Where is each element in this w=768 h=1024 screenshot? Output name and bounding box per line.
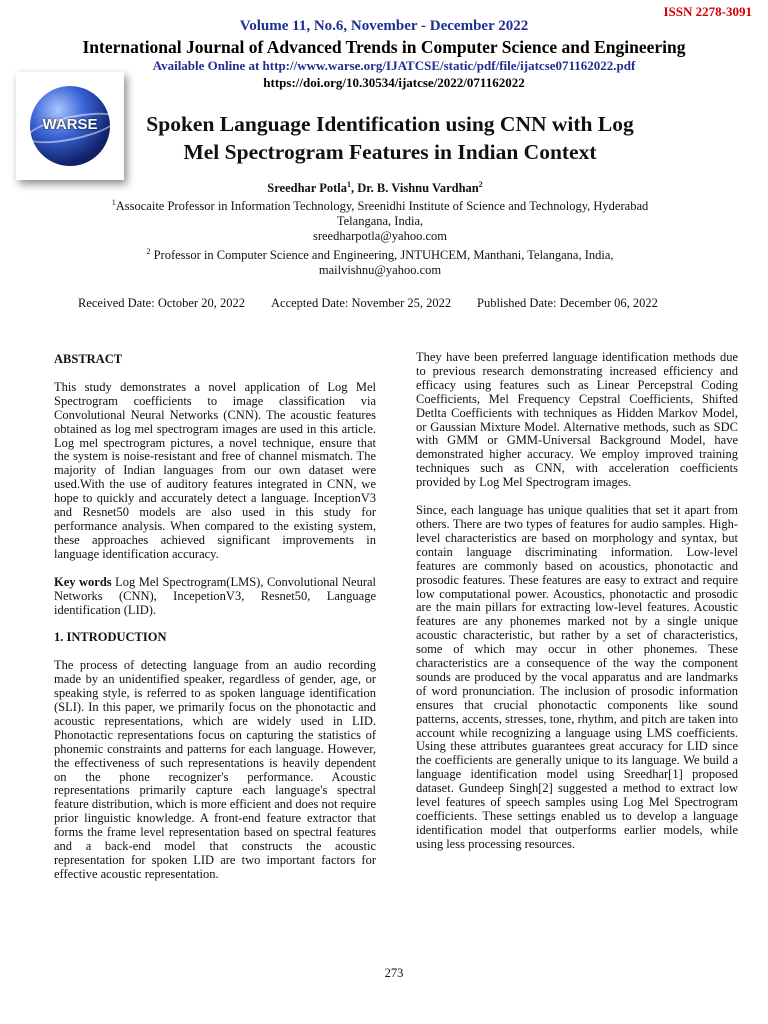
introduction-heading: 1. INTRODUCTION bbox=[54, 630, 167, 645]
accepted-date: Accepted Date: November 25, 2022 bbox=[271, 296, 452, 310]
paper-title bbox=[100, 110, 680, 166]
page-number: 273 bbox=[384, 966, 404, 980]
right-column bbox=[416, 351, 738, 852]
right-paragraph-2: Since, each language has unique qualities that set it apart from others. There are two types of features for audio samples. High-level characteristics are based on morphology and syntax, but contain language discriminating information. Low-level features are commonly based on acoustics, phonotactic and prosodic features. These features are easy to extract and require low computational power. Acoustics, phonotactic and prosodic are the main pillars for extracting low-level features. Acoustic features are any phonemes marked not by a single unique acoustic characteristic, but rather by a set of characteristics, some of which may occur in other phonemes. These characteristics are a consequence of the way the component sounds are produced by the vocal apparatus and are landmarks of word pronunciation. The inclusion of prosodic information ensures that crucial phonotactic components like sound patterns, accents, stresses, tone, rhythm, and pitch are taken into account while recognizing a language using LMS coefficients. Using these attributes guarantees great accuracy for LID since the coefficients are generally unique to its language. We build a language identification model using Sreedhar[1] proposed dataset. Gundeep Singh[2] suggested a method to extract low level features of speech samples using Log Mel Spectrogram coefficients. These settings enabled us to develop a language identification model that outperforms earlier models, while using less processing resources. bbox=[416, 503, 738, 851]
author-1: Sreedhar Potla bbox=[267, 181, 347, 196]
authors: Sreedhar Potla$^1$, Dr. B. Vishnu Vardhan$^2$ bbox=[267, 180, 483, 196]
keywords-label: Key words bbox=[54, 574, 112, 589]
abstract-heading: ABSTRACT bbox=[54, 352, 123, 366]
author-2: Dr. B. Vishnu Vardhan bbox=[357, 181, 479, 196]
email-1[interactable]: sreedharpotla@yahoo.com bbox=[312, 229, 448, 244]
affiliation-1: $^1$Assocaite Professor in Information Technology, Sreenidhi Institute of Science and Technology, Hyderabad Telangana, India, sreedharpotla@yahoo.com $^2$ Professor in Computer Science and Engineering, JNTUHCEM, Manthani, Telangana, India, mailvishnu@yahoo.com bbox=[80, 195, 680, 278]
introduction-body: The process of detecting language from an audio recording made by an unidentified speaker, regardless of gender, age, or speaking style, is referred to as spoken language identification (SLI). In this paper, we primarily focus on the phonotactic and acoustic representations, which are widely used in LID. Phonotactic representations focus on capturing the statistics of phonemic constraints and patterns for each language. However, the effectiveness of such representations is heavily dependent on the phone recognizer's performance. Acoustic representations primarily capture each language's spectral feature distribution, which is more efficient and does not require prior linguistic knowledge. A front-end feature extractor that forms the frame level representation based on spectral features and a back-end model that constructs the acoustic representation for spoken LID are two important factors for effective acoustic representation. bbox=[54, 658, 376, 881]
title-line-1: Spoken Language Identification using CNN with Log bbox=[146, 112, 634, 136]
volume-line: Volume 11, No.6, November - December 2022 bbox=[239, 18, 529, 34]
abstract-body: This study demonstrates a novel application of Log Mel Spectrogram coefficients to image classification via Convolutional Neural Networks (CNN). The acoustic features obtained as log mel spectrogram images are used in this article. Log mel spectrogram pictures, a novel technique, ensure that the system is noise-resistant and free of channel mismatch. The majority of Indian languages from our own dataset were used.With the use of auditory features integrated in CNN, we hope to quickly and accurately detect a language. InceptionV3 and Resnet50 models are also used in this study for performance analysis. When compared to the existing system, these approaches achieved significant improvements in language identification accuracy. bbox=[54, 379, 376, 561]
received-date: Received Date: October 20, 2022 bbox=[78, 296, 245, 310]
keywords-body: Log Mel Spectrogram(LMS), Convolutional Neural Networks (CNN), IncepetionV3, Resnet50, Language identification (LID). bbox=[54, 574, 376, 617]
left-column bbox=[54, 353, 376, 882]
journal-title: International Journal of Advanced Trends in Computer Science and Engineering bbox=[82, 37, 686, 57]
available-online-link[interactable]: Available Online at http://www.warse.org/IJATCSE/static/pdf/file/ijatcse071162022.pdf bbox=[152, 58, 636, 73]
keywords bbox=[54, 576, 376, 618]
globe-icon bbox=[30, 86, 110, 166]
right-paragraph-1: They have been preferred language identification methods due to previous research demonstrating increased efficiency and efficacy using features such as Linear Percepstral Coding Coefficients, Mel Frequency Cepstral Coefficients, Shifted Detlta Coefficients with techniques as Hidden Markov Model, or Gaussian Mixture Model. Alternative methods, such as SDC with GMM or GMM-Universal Background Model, have demonstrated higher accuracy. We employ improved training techniques such as CNN, with acceleration coefficients provided by Log Mel Spectrogram images. bbox=[416, 350, 738, 490]
email-2[interactable]: mailvishnu@yahoo.com bbox=[318, 263, 442, 278]
title-line-2: Mel Spectrogram Features in Indian Context bbox=[183, 140, 597, 164]
doi-link[interactable]: https://doi.org/10.30534/ijatcse/2022/071162022 bbox=[263, 75, 525, 90]
issn: ISSN 2278-3091 bbox=[663, 4, 752, 19]
logo-text: WARSE bbox=[42, 116, 98, 133]
published-date: Published Date: December 06, 2022 bbox=[477, 296, 658, 310]
